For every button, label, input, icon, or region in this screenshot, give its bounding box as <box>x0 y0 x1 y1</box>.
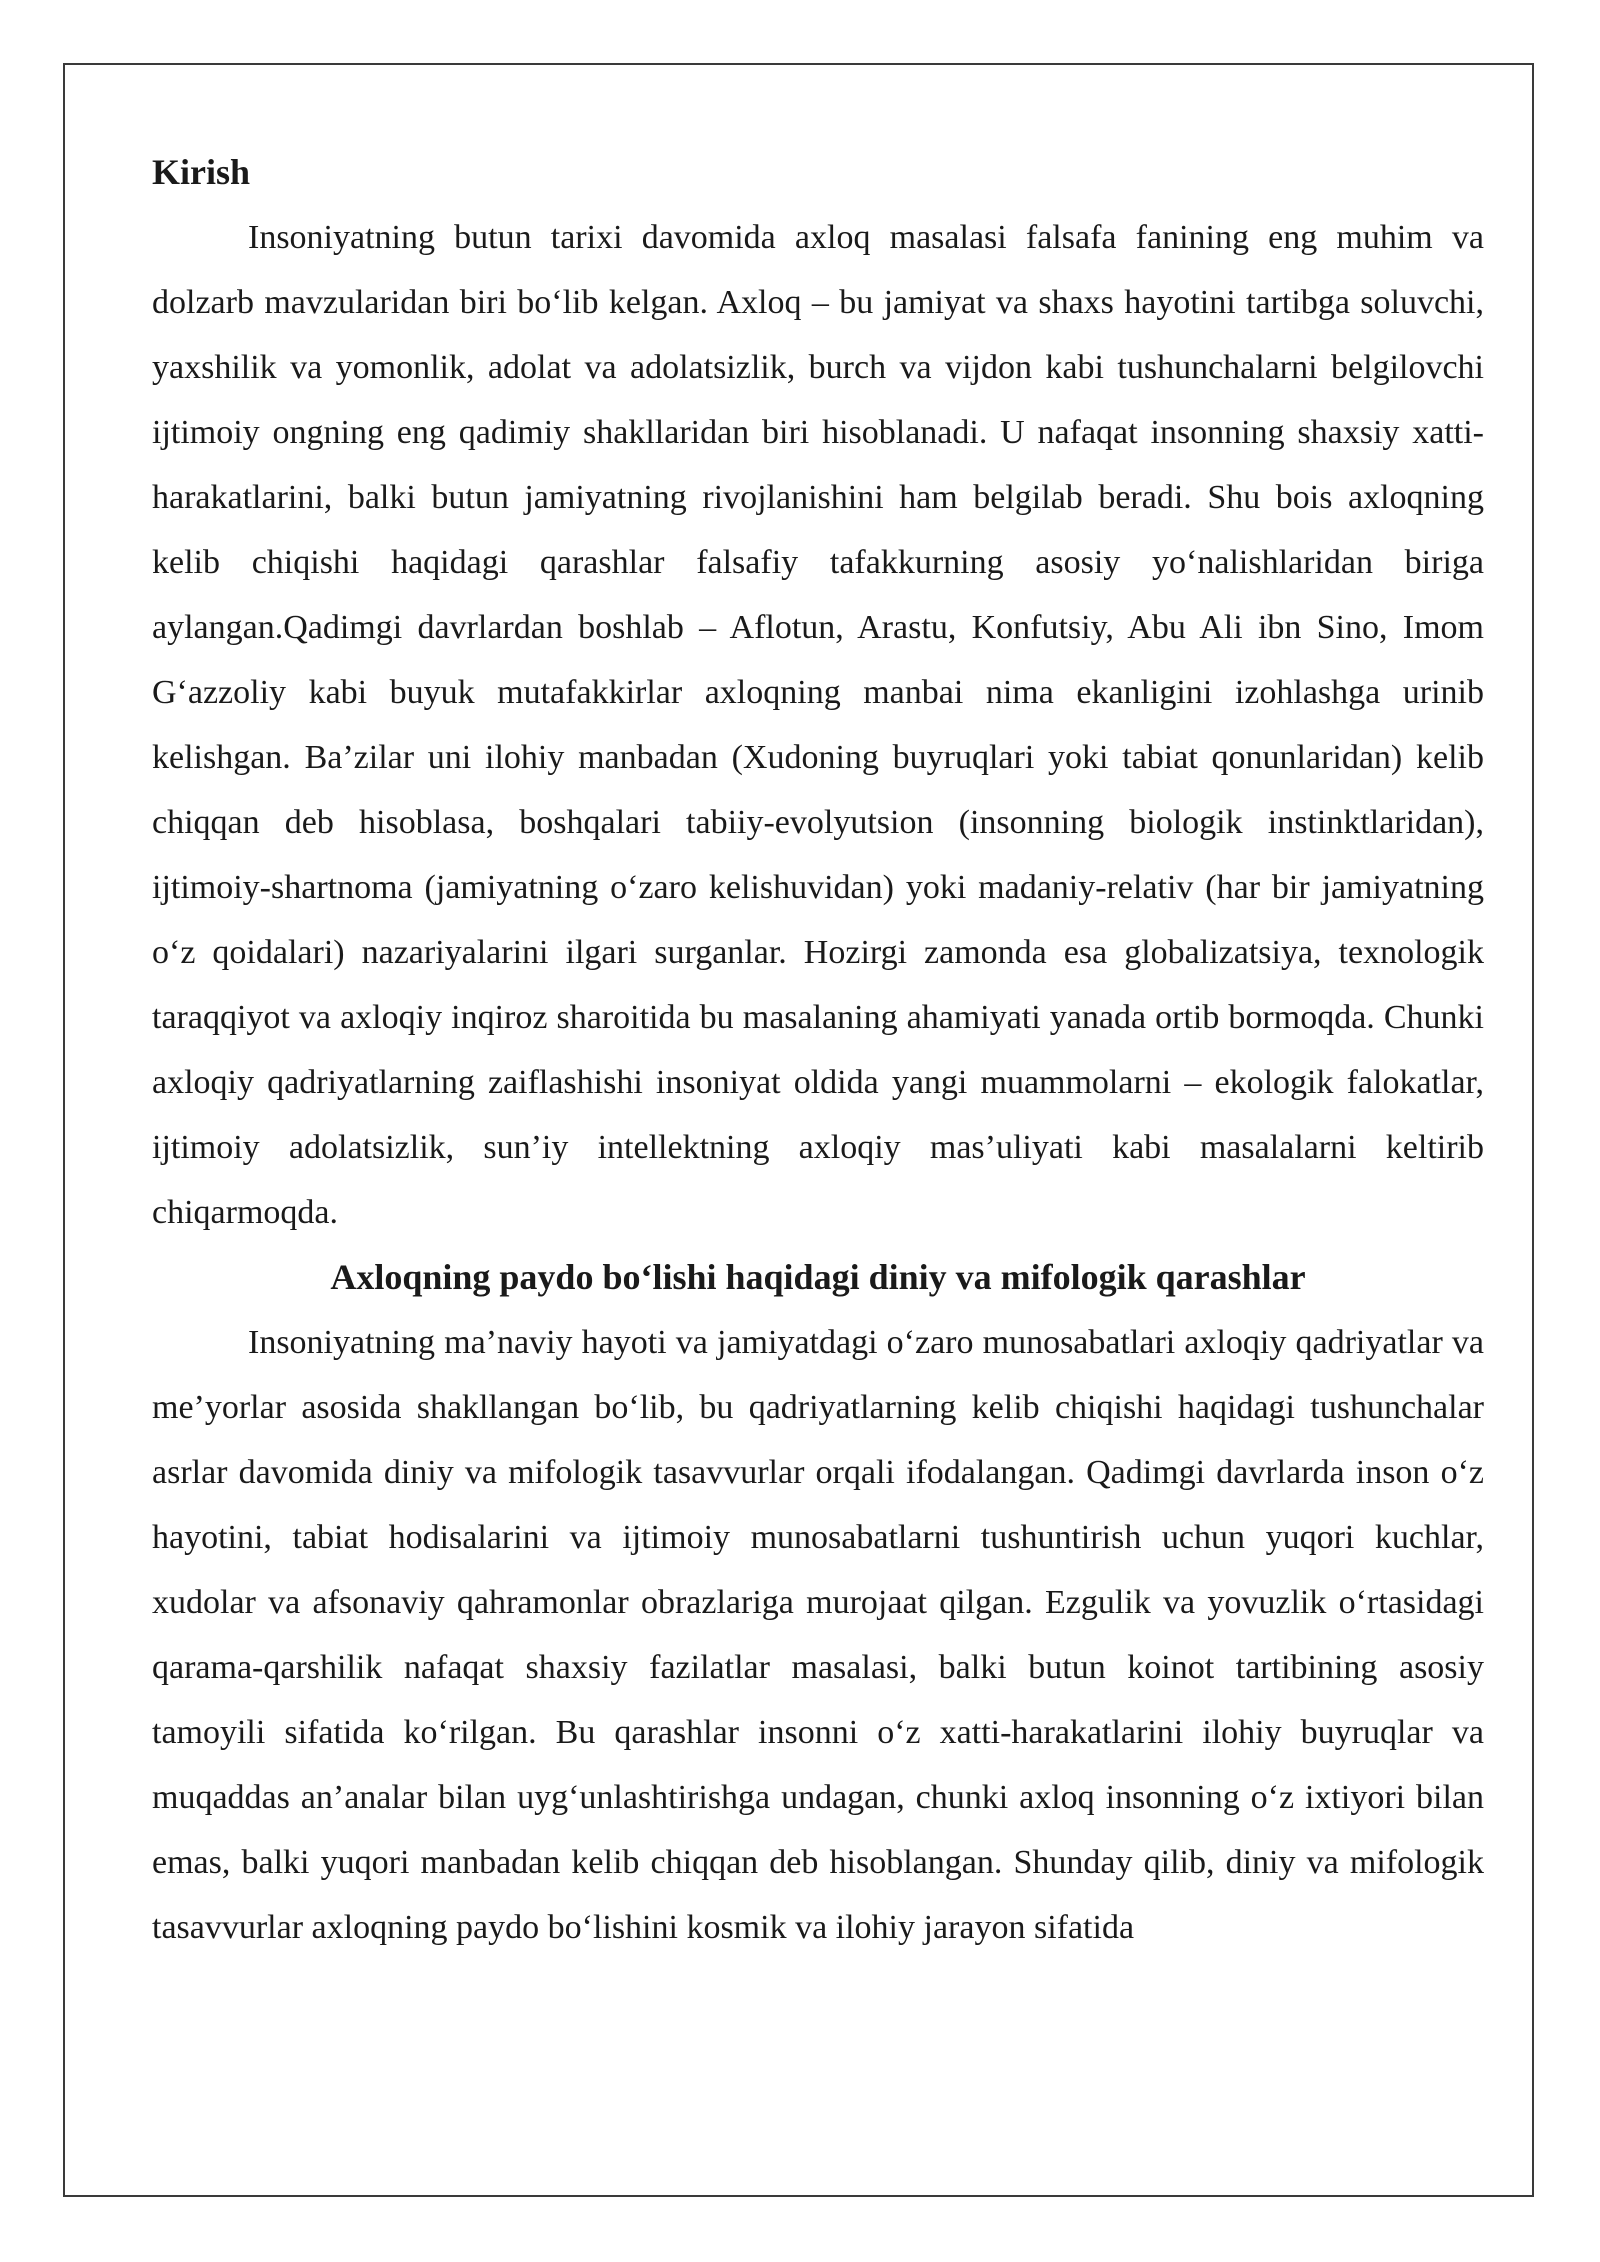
document-body <box>152 140 1484 1960</box>
section-paragraph: Insoniyatning ma’naviy hayoti va jamiyatdagi o‘zaro munosabatlari axloqiy qadriyatlar va me’yorlar asosida shakllangan bo‘lib, bu qadriyatlarning kelib chiqishi haqidagi tushunchalar asrlar davomida diniy va mifologik tasavvurlar orqali ifodalangan. Qadimgi davrlarda inson o‘z hayotini, tabiat hodisalarini va ijtimoiy munosabatlarni tushuntirish uchun yuqori kuchlar, xudolar va afsonaviy qahramonlar obrazlariga murojaat qilgan. Ezgulik va yovuzlik o‘rtasidagi qarama-qarshilik nafaqat shaxsiy fazilatlar masalasi, balki butun koinot tartibining asosiy tamoyili sifatida ko‘rilgan. Bu qarashlar insonni o‘z xatti-harakatlarini ilohiy buyruqlar va muqaddas an’analar bilan uyg‘unlashtirishga undagan, chunki axloq insonning o‘z ixtiyori bilan emas, balki yuqori manbadan kelib chiqqan deb hisoblangan. Shunday qilib, diniy va mifologik tasavvurlar axloqning paydo bo‘lishini kosmik va ilohiy jarayon sifatida <box>152 1324 1484 1946</box>
section-heading: Axloqning paydo bo‘lishi haqidagi diniy va mifologik qarashlar <box>330 1257 1306 1297</box>
intro-paragraph: Insoniyatning butun tarixi davomida axloq masalasi falsafa fanining eng muhim va dolzarb mavzularidan biri bo‘lib kelgan. Axloq – bu jamiyat va shaxs hayotini tartibga soluvchi, yaxshilik va yomonlik, adolat va adolatsizlik, burch va vijdon kabi tushunchalarni belgilovchi ijtimoiy ongning eng qadimiy shakllaridan biri hisoblanadi. U nafaqat insonning shaxsiy xatti-harakatlarini, balki butun jamiyatning rivojlanishini ham belgilab beradi. Shu bois axloqning kelib chiqishi haqidagi qarashlar falsafiy tafakkurning asosiy yo‘nalishlaridan biriga aylangan.Qadimgi davrlardan boshlab – Aflotun, Arastu, Konfutsiy, Abu Ali ibn Sino, Imom G‘azzoliy kabi buyuk mutafakkirlar axloqning manbai nima ekanligini izohlashga urinib kelishgan. Ba’zilar uni ilohiy manbadan (Xudoning buyruqlari yoki tabiat qonunlaridan) kelib chiqqan deb hisoblasa, boshqalari tabiiy-evolyutsion (insonning biologik instinktlaridan), ijtimoiy-shartnoma (jamiyatning o‘zaro kelishuvidan) yoki madaniy-relativ (har bir jamiyatning o‘z qoidalari) nazariyalarini ilgari surganlar. Hozirgi zamonda esa globalizatsiya, texnologik taraqqiyot va axloqiy inqiroz sharoitida bu masalaning ahamiyati yanada ortib bormoqda. Chunki axloqiy qadriyatlarning zaiflashishi insoniyat oldida yangi muammolarni – ekologik falokatlar, ijtimoiy adolatsizlik, sun’iy intellektning axloqiy mas’uliyati kabi masalalarni keltirib chiqarmoqda. <box>152 219 1484 1231</box>
intro-heading: Kirish <box>152 152 251 192</box>
